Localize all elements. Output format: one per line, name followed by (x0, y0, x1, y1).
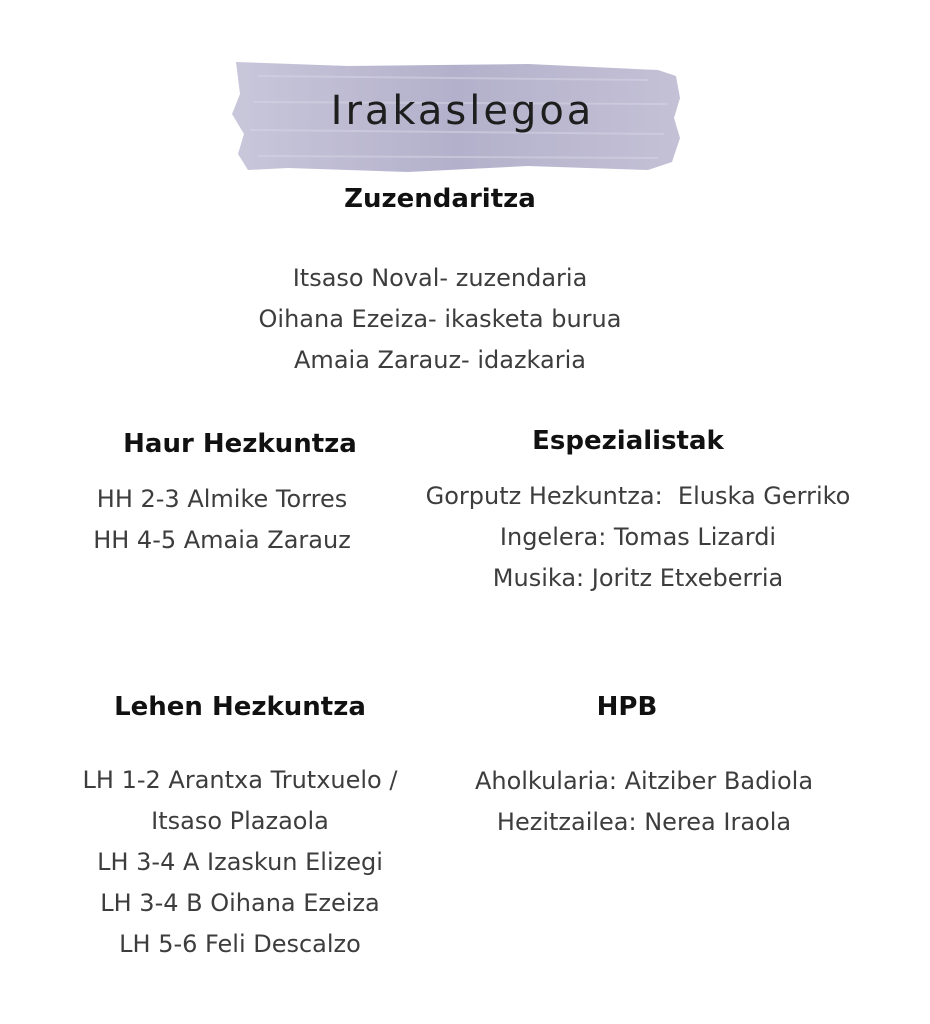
section-heading-espezialistak: Espezialistak (532, 426, 724, 456)
section-list-espezialistak (388, 476, 888, 599)
section-list-haur-hezkuntza (22, 479, 422, 561)
list-item: Oihana Ezeiza- ikasketa burua (258, 305, 622, 333)
list-item: HH 2-3 Almike Torres (96, 485, 348, 513)
list-item: LH 3-4 B Oihana Ezeiza (100, 889, 380, 917)
list-item: Hezitzailea: Nerea Iraola (496, 808, 792, 836)
section-heading-lehen-hezkuntza: Lehen Hezkuntza (114, 692, 366, 722)
list-item: Gorputz Hezkuntza: Eluska Gerriko (425, 482, 851, 510)
list-item: LH 5-6 Feli Descalzo (119, 930, 361, 958)
page-title: Irakaslegoa (330, 88, 595, 134)
list-item: Ingelera: Tomas Lizardi (499, 523, 777, 551)
section-list-zuzendaritza (190, 258, 690, 381)
list-item: Aholkularia: Aitziber Badiola (474, 767, 814, 795)
list-item: Itsaso Plazaola (151, 807, 329, 835)
list-item: Itsaso Noval- zuzendaria (292, 264, 588, 292)
section-heading-hpb: HPB (596, 692, 658, 722)
section-heading-haur-hezkuntza: Haur Hezkuntza (123, 429, 357, 459)
list-item: LH 1-2 Arantxa Trutxuelo / (82, 766, 398, 794)
section-list-lehen-hezkuntza (40, 760, 440, 965)
list-item: LH 3-4 A Izaskun Elizegi (97, 848, 383, 876)
section-heading-zuzendaritza: Zuzendaritza (344, 184, 536, 214)
section-list-hpb (394, 761, 894, 843)
list-item: Amaia Zarauz- idazkaria (294, 346, 586, 374)
list-item: Musika: Joritz Etxeberria (492, 564, 784, 592)
list-item: HH 4-5 Amaia Zarauz (93, 526, 351, 554)
